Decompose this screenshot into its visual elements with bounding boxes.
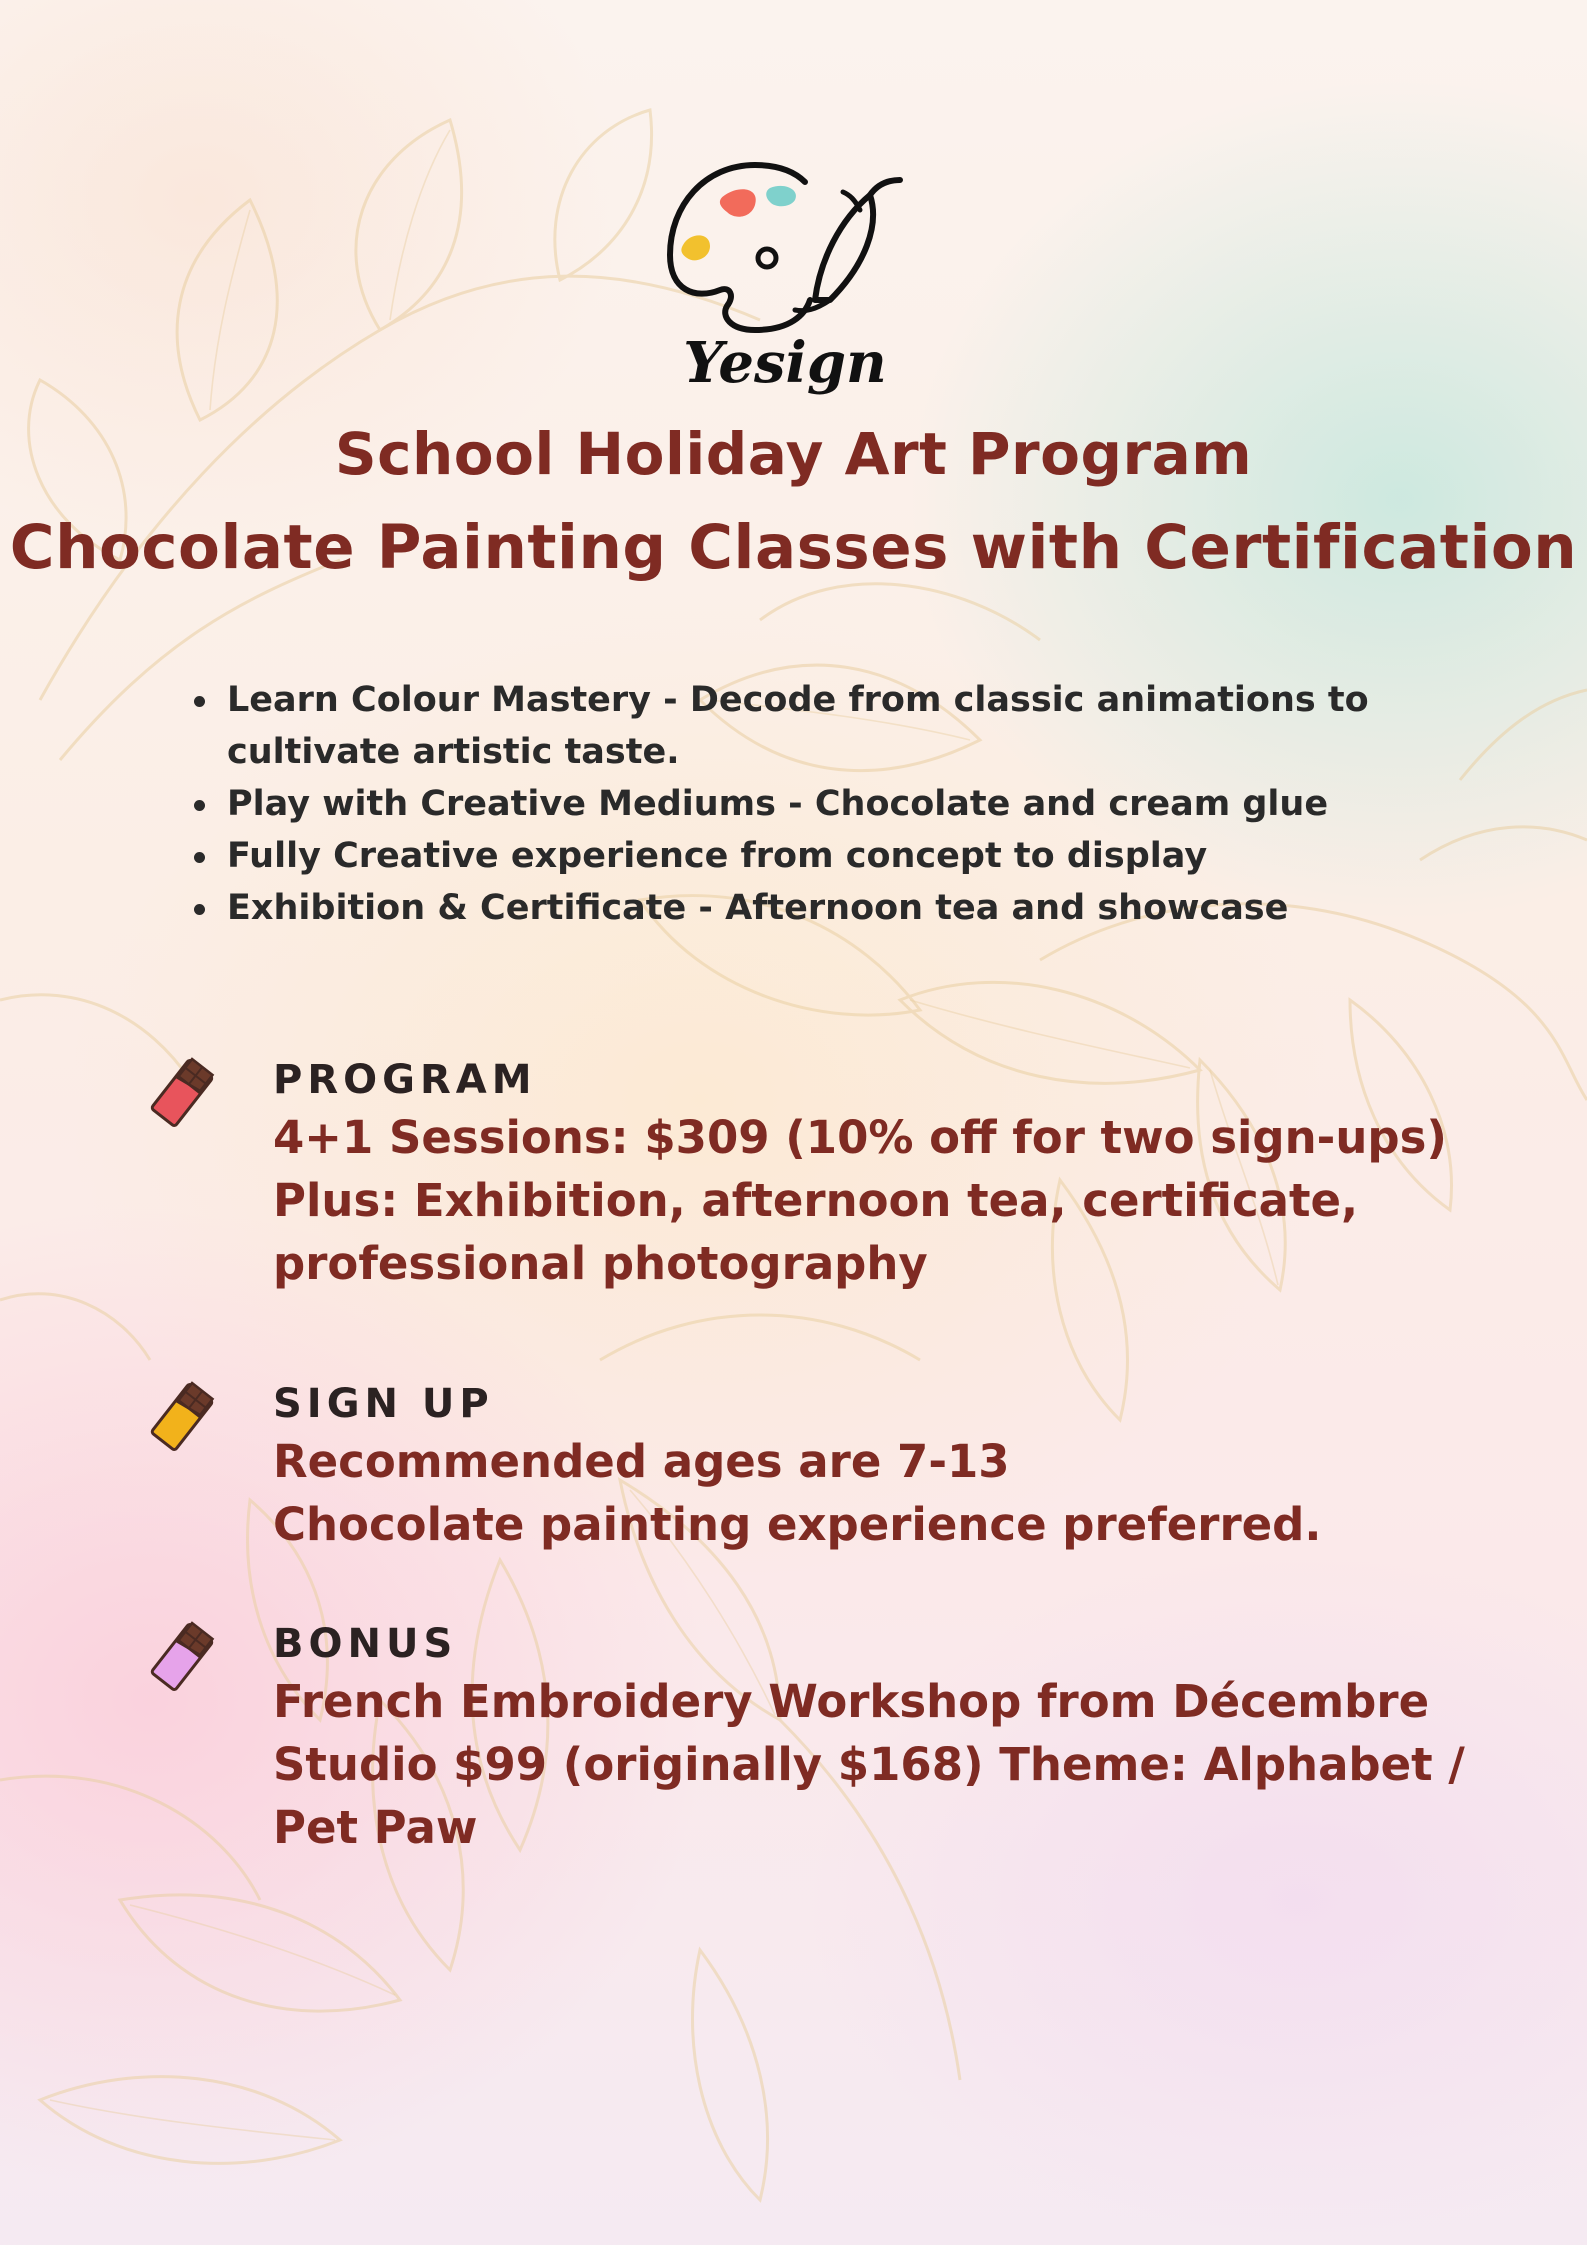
section-label: BONUS	[273, 1621, 458, 1667]
section-line: French Embroidery Workshop from Décembre	[273, 1675, 1430, 1728]
section-body	[273, 1106, 1573, 1295]
section-line: 4+1 Sessions: $309 (10% off for two sign-ups)	[273, 1111, 1447, 1164]
list-item	[190, 830, 1450, 882]
page-title: School Holiday Art Program	[334, 420, 1253, 488]
page-subtitle: Chocolate Painting Classes with Certification	[9, 512, 1578, 583]
section-label: SIGN UP	[273, 1381, 494, 1427]
section-line: Plus: Exhibition, afternoon tea, certificate,	[273, 1174, 1359, 1227]
logo-wordmark: Yesign	[683, 330, 887, 395]
section-line: Chocolate painting experience preferred.	[273, 1498, 1322, 1551]
section-line: Recommended ages are 7-13	[273, 1435, 1010, 1488]
feature-text: Play with Creative Mediums - Chocolate and cream glue	[227, 784, 1329, 824]
feature-text: Exhibition & Certificate - Afternoon tea and showcase	[227, 888, 1289, 928]
chocolate-bar-icon	[145, 1056, 219, 1130]
feature-text: Learn Colour Mastery - Decode from classic animations to	[227, 680, 1369, 720]
section-line: Studio $99 (originally $168) Theme: Alphabet /	[273, 1738, 1465, 1791]
yesign-logo	[655, 150, 915, 395]
list-item	[190, 674, 1450, 778]
section-body	[273, 1430, 1573, 1556]
feature-text: cultivate artistic taste.	[227, 732, 680, 772]
section-line: Pet Paw	[273, 1801, 478, 1854]
feature-text: Fully Creative experience from concept to display	[227, 836, 1208, 876]
section-label: PROGRAM	[273, 1057, 537, 1103]
list-item	[190, 778, 1450, 830]
list-item	[190, 882, 1450, 934]
chocolate-bar-icon	[145, 1620, 219, 1694]
section-body	[273, 1670, 1573, 1859]
section-line: professional photography	[273, 1237, 928, 1290]
feature-list	[190, 674, 1450, 934]
chocolate-bar-icon	[145, 1380, 219, 1454]
